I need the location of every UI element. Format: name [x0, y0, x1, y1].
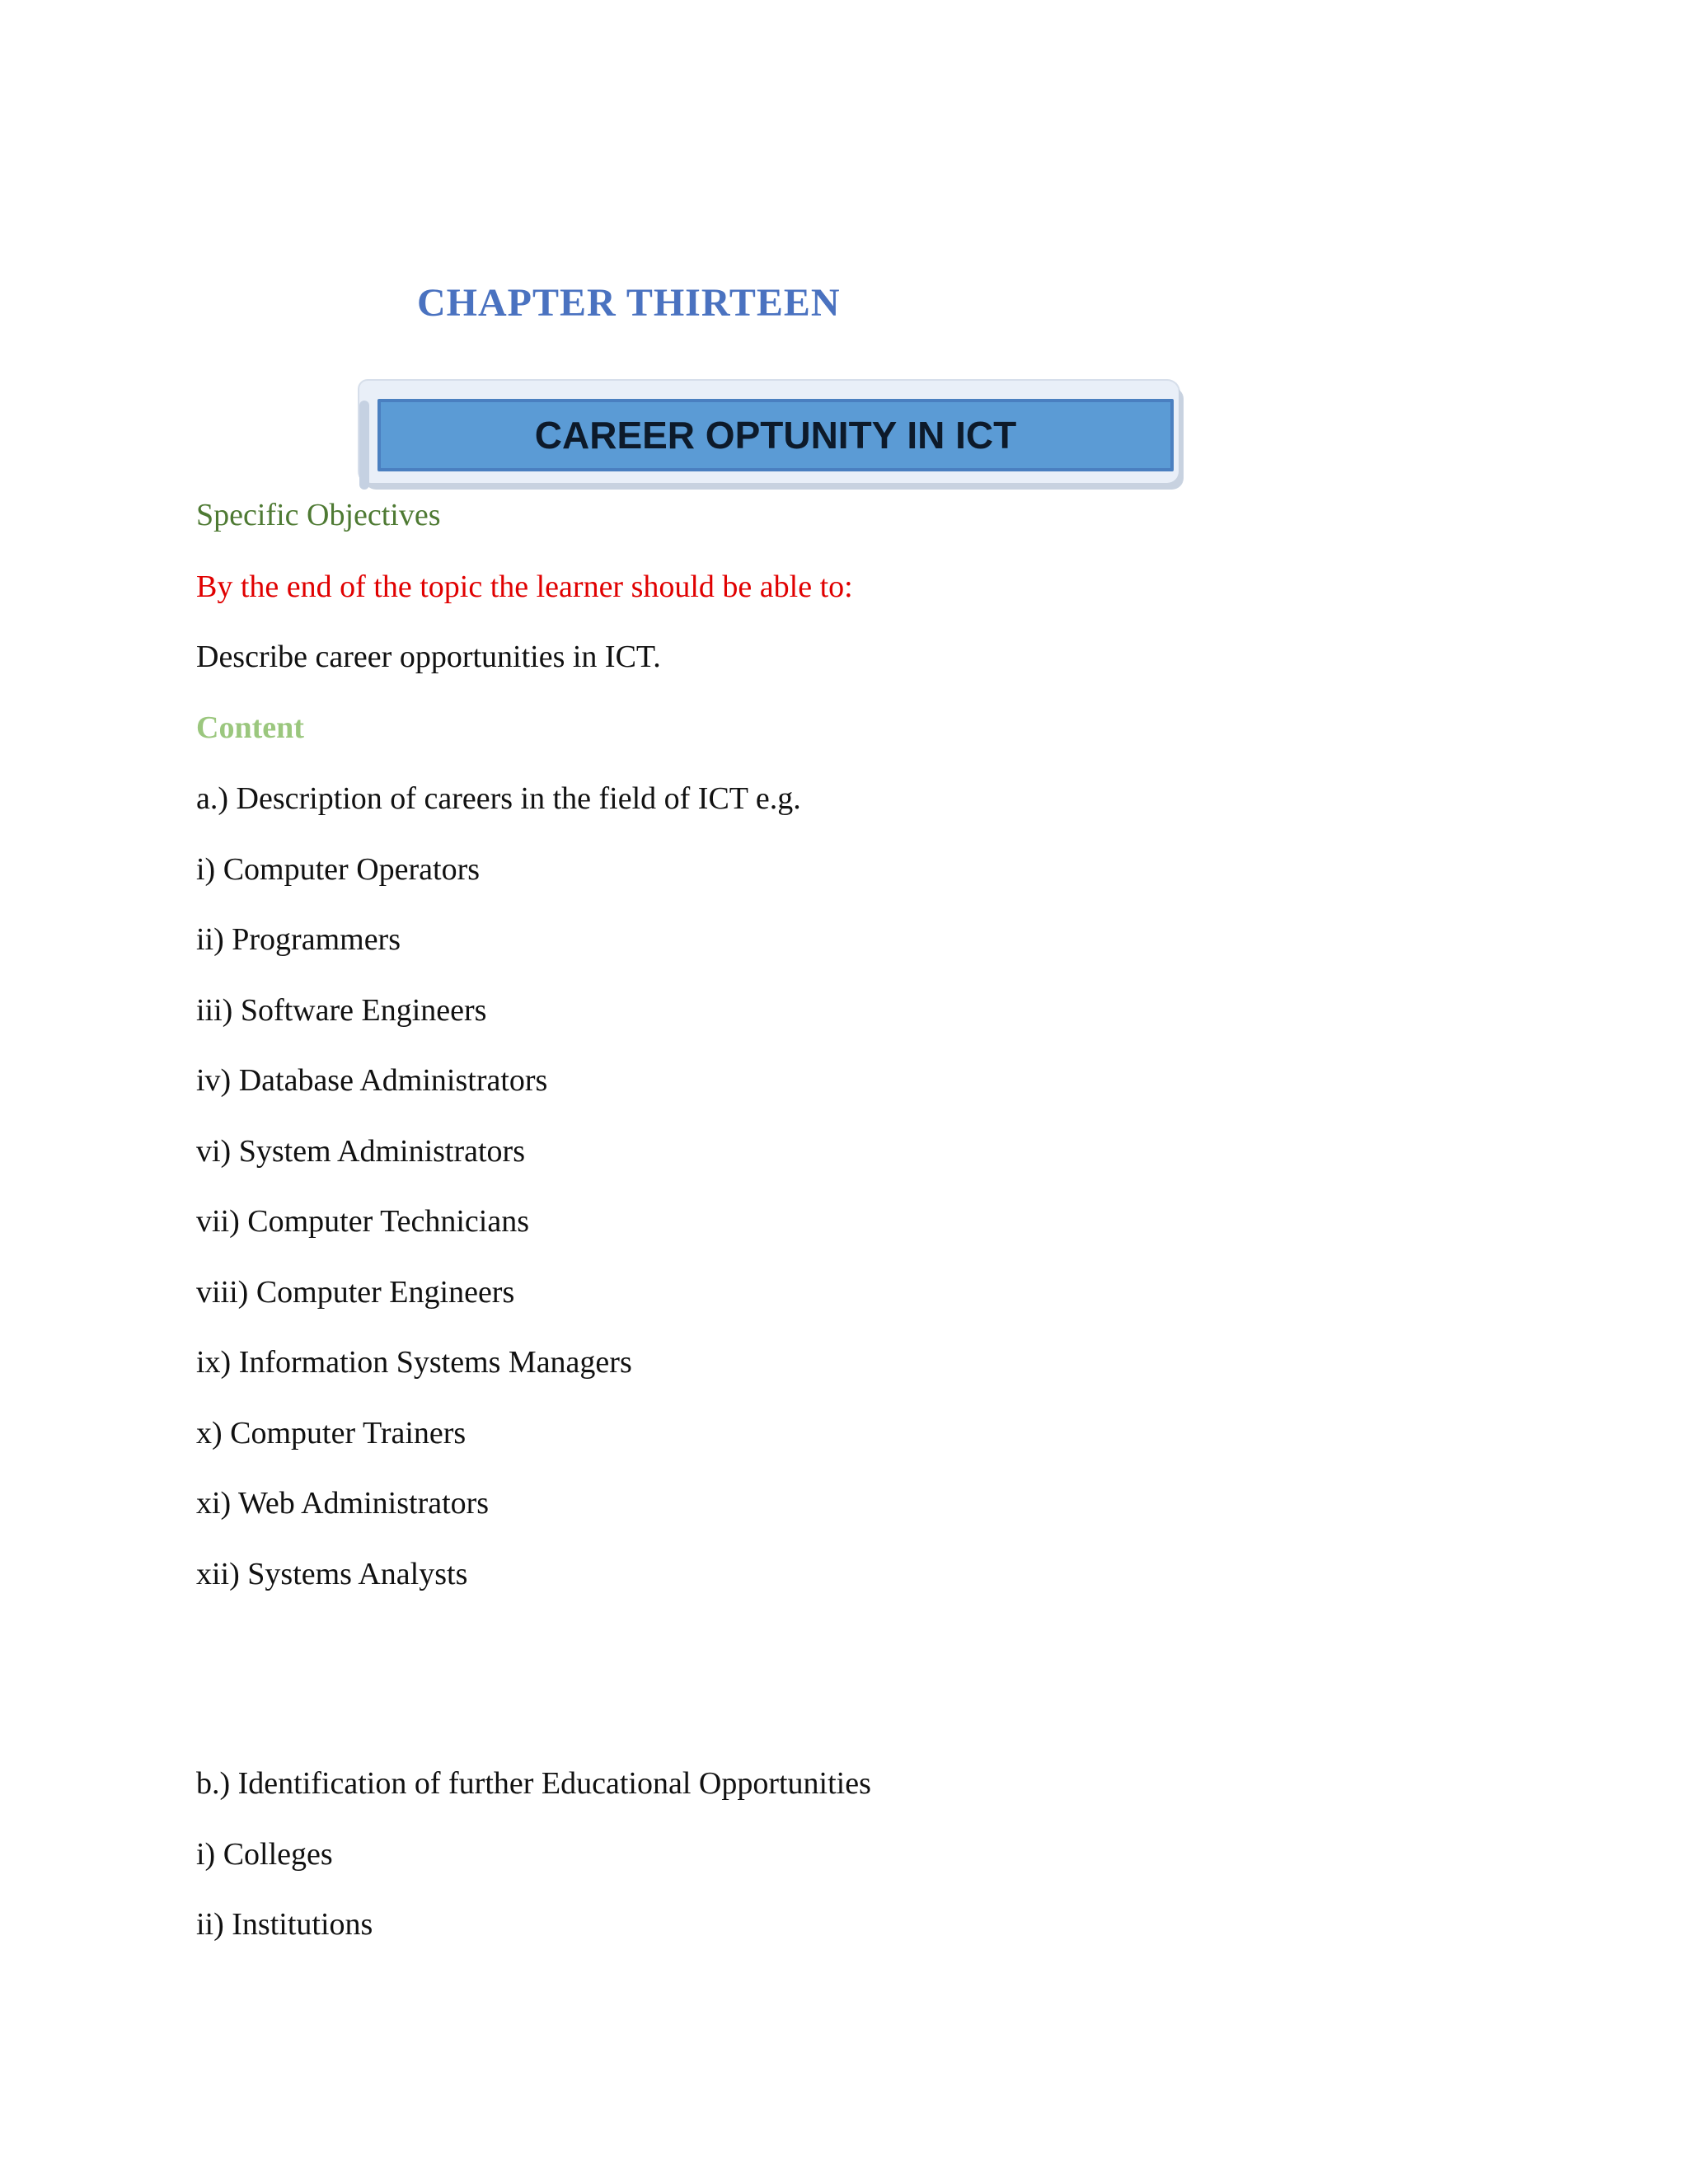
- list-item: iv) Database Administrators: [196, 1063, 548, 1098]
- section-b-heading: b.) Identification of further Educational Opportunities: [196, 1766, 871, 1801]
- banner-inner: [377, 399, 1174, 471]
- intro-line: By the end of the topic the learner should be able to:: [196, 569, 853, 604]
- content-heading: Content: [196, 710, 304, 745]
- list-item: i) Computer Operators: [196, 852, 481, 887]
- objectives-heading: Specific Objectives: [196, 498, 441, 532]
- list-item: ii) Programmers: [196, 922, 401, 957]
- chapter-title: CHAPTER THIRTEEN: [417, 281, 841, 325]
- list-item: vi) System Administrators: [196, 1134, 525, 1169]
- list-item: i) Colleges: [196, 1837, 333, 1872]
- list-item: xi) Web Administrators: [196, 1486, 490, 1521]
- describe-line: Describe career opportunities in ICT.: [196, 640, 661, 674]
- banner-title: CAREER OPTUNITY IN ICT: [534, 414, 1017, 457]
- list-item: iii) Software Engineers: [196, 993, 487, 1028]
- list-item: viii) Computer Engineers: [196, 1275, 515, 1310]
- list-item: x) Computer Trainers: [196, 1416, 467, 1451]
- list-item: xii) Systems Analysts: [196, 1557, 468, 1591]
- list-item: ii) Institutions: [196, 1907, 373, 1942]
- list-item: vii) Computer Technicians: [196, 1204, 529, 1239]
- banner-scroll-edge: [359, 401, 369, 490]
- section-a-heading: a.) Description of careers in the field of ICT e.g.: [196, 781, 801, 816]
- list-item: ix) Information Systems Managers: [196, 1345, 632, 1380]
